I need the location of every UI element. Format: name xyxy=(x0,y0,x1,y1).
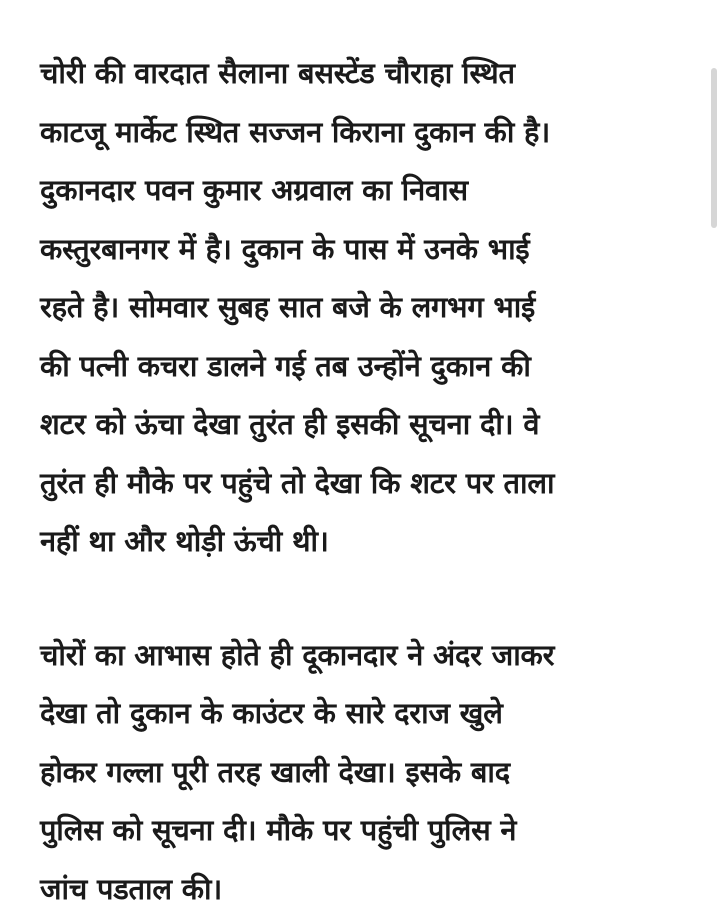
article-body xyxy=(40,44,680,918)
paragraph-spacer xyxy=(40,571,680,626)
text-line: होकर गल्ला पूरी तरह खाली देखा। इसके बाद xyxy=(40,743,680,802)
text-line: चोरी की वारदात सैलाना बसस्टेंड चौराहा स्थित xyxy=(40,44,680,103)
text-line: नहीं था और थोड़ी ऊंची थी। xyxy=(40,512,680,571)
text-line: देखा तो दुकान के काउंटर के सारे दराज खुले xyxy=(40,684,680,743)
paragraph-2 xyxy=(40,626,680,918)
text-line: शटर को ऊंचा देखा तुरंत ही इसकी सूचना दी। वे xyxy=(40,395,680,454)
text-line: दुकानदार पवन कुमार अग्रवाल का निवास xyxy=(40,161,680,220)
scrollbar-thumb[interactable] xyxy=(711,68,717,228)
text-line: तुरंत ही मौके पर पहुंचे तो देखा कि शटर पर ताला xyxy=(40,454,680,513)
text-line: रहते है। सोमवार सुबह सात बजे के लगभग भाई xyxy=(40,278,680,337)
text-line: काटजू मार्केट स्थित सज्जन किराना दुकान की है। xyxy=(40,103,680,162)
text-line: कस्तुरबानगर में है। दुकान के पास में उनके भाई xyxy=(40,220,680,279)
text-line: जांच पडताल की। xyxy=(40,860,680,918)
paragraph-1 xyxy=(40,44,680,571)
text-line: पुलिस को सूचना दी। मौके पर पहुंची पुलिस ने xyxy=(40,801,680,860)
text-line: चोरों का आभास होते ही दूकानदार ने अंदर जाकर xyxy=(40,626,680,685)
text-line: की पत्नी कचरा डालने गई तब उन्होंने दुकान की xyxy=(40,337,680,396)
